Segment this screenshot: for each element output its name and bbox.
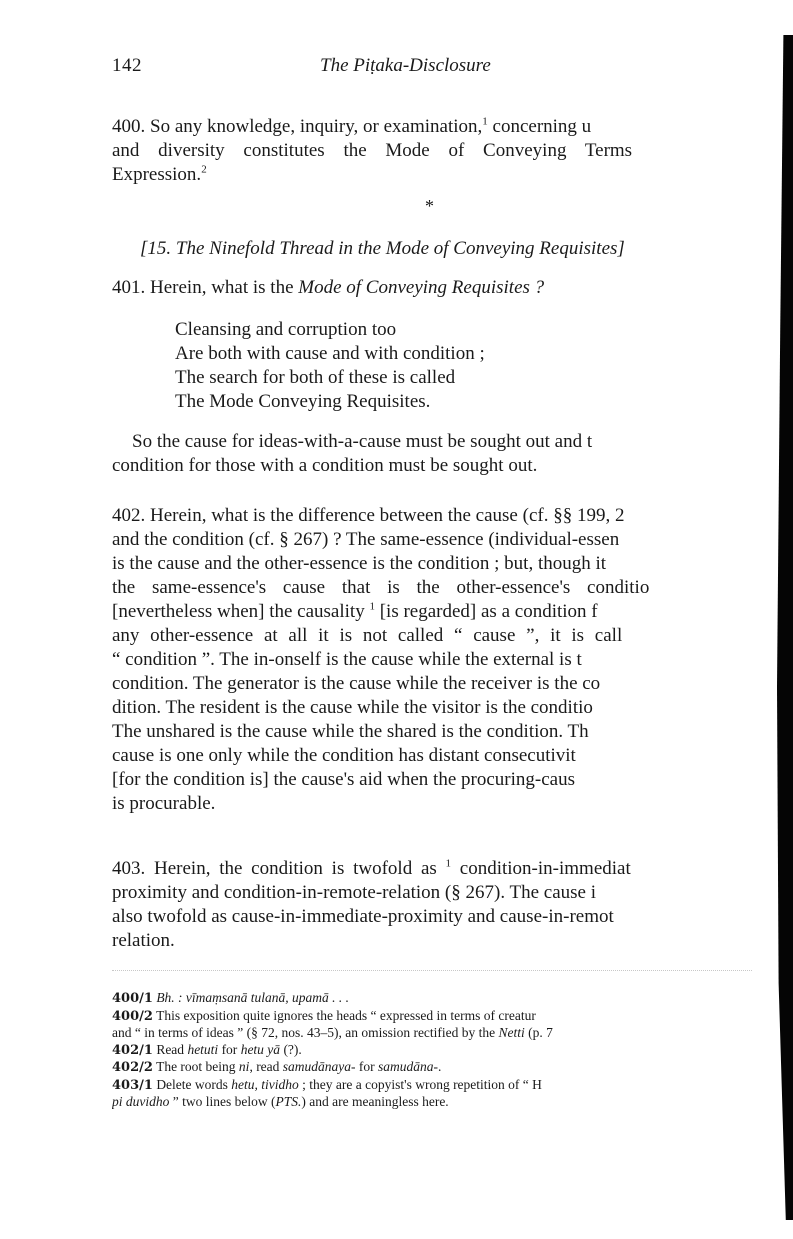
p402-line: 402. Herein, what is the difference between the cause (cf. §§ 199, 2 — [112, 505, 625, 526]
footnote-text: ) and are meaningless here. — [301, 1094, 449, 1109]
footnote-ref: 402/1 — [112, 1042, 153, 1058]
footnote-text: ” two lines below ( — [169, 1094, 276, 1109]
verse-line: The search for both of these is called — [175, 367, 456, 388]
p400-line-1: 400. So any knowledge, inquiry, or examination, — [112, 116, 483, 137]
p401-intro-end: ? — [529, 277, 545, 298]
p402-line: condition. The generator is the cause while the receiver is the co — [112, 673, 601, 694]
p402-line-tail: [is regarded] as a condition f — [374, 601, 598, 622]
footnote-italic: PTS. — [275, 1094, 302, 1109]
footnote-text: . — [438, 1059, 442, 1074]
p403-line: 403. Herein, the condition is twofold as — [112, 858, 437, 879]
footnote-ref: 400/1 — [112, 991, 153, 1006]
p402-line: any other-essence at all it is not called “ cause ”, it is call — [112, 625, 623, 646]
p402-line: The unshared is the cause while the shared is the condition. Th — [112, 721, 589, 742]
footnote-marker: 1 — [482, 115, 488, 128]
footnote-ref: 402/2 — [112, 1060, 153, 1075]
section-heading: [15. The Ninefold Thread in the Mode of Conveying Requisites] — [140, 238, 625, 259]
footnote-italic: Netti — [498, 1025, 525, 1040]
footnote-403-1 — [112, 1077, 767, 1095]
paragraph-401-after — [112, 430, 767, 478]
verse-line: The Mode Conveying Requisites. — [175, 391, 431, 412]
footnote-text: The root being — [152, 1059, 239, 1074]
footnote-italic: hetuti — [187, 1041, 219, 1057]
verse — [175, 318, 485, 414]
footnote-text: This exposition quite ignores the heads “ expressed in terms of creatur — [152, 1007, 536, 1023]
footnote-400-2-cont — [112, 1025, 767, 1042]
footnote-400-2 — [112, 1008, 767, 1026]
footnote-text: , read — [249, 1059, 283, 1074]
p402-line: cause is one only while the condition has distant consecutivit — [112, 745, 576, 766]
footnote-402-1 — [112, 1042, 767, 1060]
p402-line: dition. The resident is the cause while the visitor is the conditio — [112, 697, 593, 718]
section-separator-star: * — [425, 196, 434, 216]
paragraph-402 — [112, 504, 767, 816]
paragraph-401-intro — [112, 276, 767, 300]
footnote-italic: ni — [238, 1059, 250, 1074]
p402-line: [for the condition is] the cause's aid when the procuring-caus — [112, 769, 575, 790]
scan-page-edge-shadow — [777, 35, 793, 1220]
footnote-text: and “ in terms of ideas ” (§ 72, nos. 43–5), an omission rectified by the — [112, 1025, 499, 1040]
page-number: 142 — [112, 55, 142, 76]
footnote-italic: samudānaya- — [282, 1059, 356, 1074]
footnote-italic: Bh. : vīmaṃsanā tulanā, upamā . . . — [156, 990, 350, 1005]
footnote-italic: pi duvidho — [112, 1094, 170, 1109]
p402-line: “ condition ”. The in-onself is the cause while the external is t — [112, 649, 582, 670]
footnote-italic: samudāna- — [378, 1059, 439, 1074]
p403-line-tail: condition-in-immediat — [451, 858, 631, 879]
p403-line: also twofold as cause-in-immediate-proximity and cause-in-remot — [112, 906, 614, 927]
p401-intro-italic: Mode of Conveying Requisites — [298, 277, 530, 298]
footnote-text: Delete words — [152, 1076, 232, 1092]
footnote-marker: 2 — [201, 163, 207, 176]
footnote-403-1-cont — [112, 1094, 767, 1111]
footnote-marker: 1 — [445, 857, 452, 870]
footnote-marker: 1 — [369, 600, 375, 613]
p402-line: [nevertheless when] the causality — [112, 601, 365, 622]
footnote-italic: hetu yā — [240, 1041, 281, 1057]
footnote-text: Read — [152, 1041, 188, 1057]
p400-line-2: and diversity constitutes the Mode of Conveying Terms — [112, 140, 633, 161]
p401-after-line: So the cause for ideas-with-a-cause must be sought out and t — [132, 431, 593, 452]
footnote-text: for — [355, 1059, 379, 1074]
p402-line: is the cause and the other-essence is the condition ; but, though it — [112, 553, 607, 574]
paragraph-403 — [112, 857, 767, 953]
p402-line: and the condition (cf. § 267) ? The same-essence (individual-essen — [112, 529, 620, 550]
footnote-separator — [112, 970, 752, 971]
footnote-402-2 — [112, 1059, 767, 1077]
p400-line-3: Expression. — [112, 164, 202, 185]
footnote-text: for — [218, 1041, 241, 1057]
p401-after-line: condition for those with a condition must be sought out. — [112, 455, 538, 476]
p403-line: proximity and condition-in-remote-relation (§ 267). The cause i — [112, 882, 597, 903]
p401-intro: 401. Herein, what is the — [112, 277, 299, 298]
footnote-italic: hetu, tividho — [231, 1076, 299, 1092]
verse-line: Cleansing and corruption too — [175, 319, 397, 340]
footnote-ref: 400/2 — [112, 1008, 153, 1024]
footnote-text: ; they are a copyist's wrong repetition of “ H — [298, 1076, 542, 1092]
page-header — [112, 55, 752, 79]
footnote-ref: 403/1 — [112, 1077, 153, 1093]
footnotes — [112, 990, 767, 1111]
p403-line: relation. — [112, 930, 175, 951]
running-title: The Piṭaka-Disclosure — [320, 55, 491, 76]
p402-line: the same-essence's cause that is the other-essence's conditio — [112, 577, 650, 598]
verse-line: Are both with cause and with condition ; — [175, 343, 485, 364]
p402-line: is procurable. — [112, 793, 216, 814]
p400-line-1-tail: concerning u — [487, 116, 592, 137]
footnote-400-1 — [112, 990, 767, 1008]
paragraph-400 — [112, 115, 767, 187]
footnote-text: (p. 7 — [524, 1025, 553, 1040]
footnote-text: (?). — [280, 1041, 302, 1057]
